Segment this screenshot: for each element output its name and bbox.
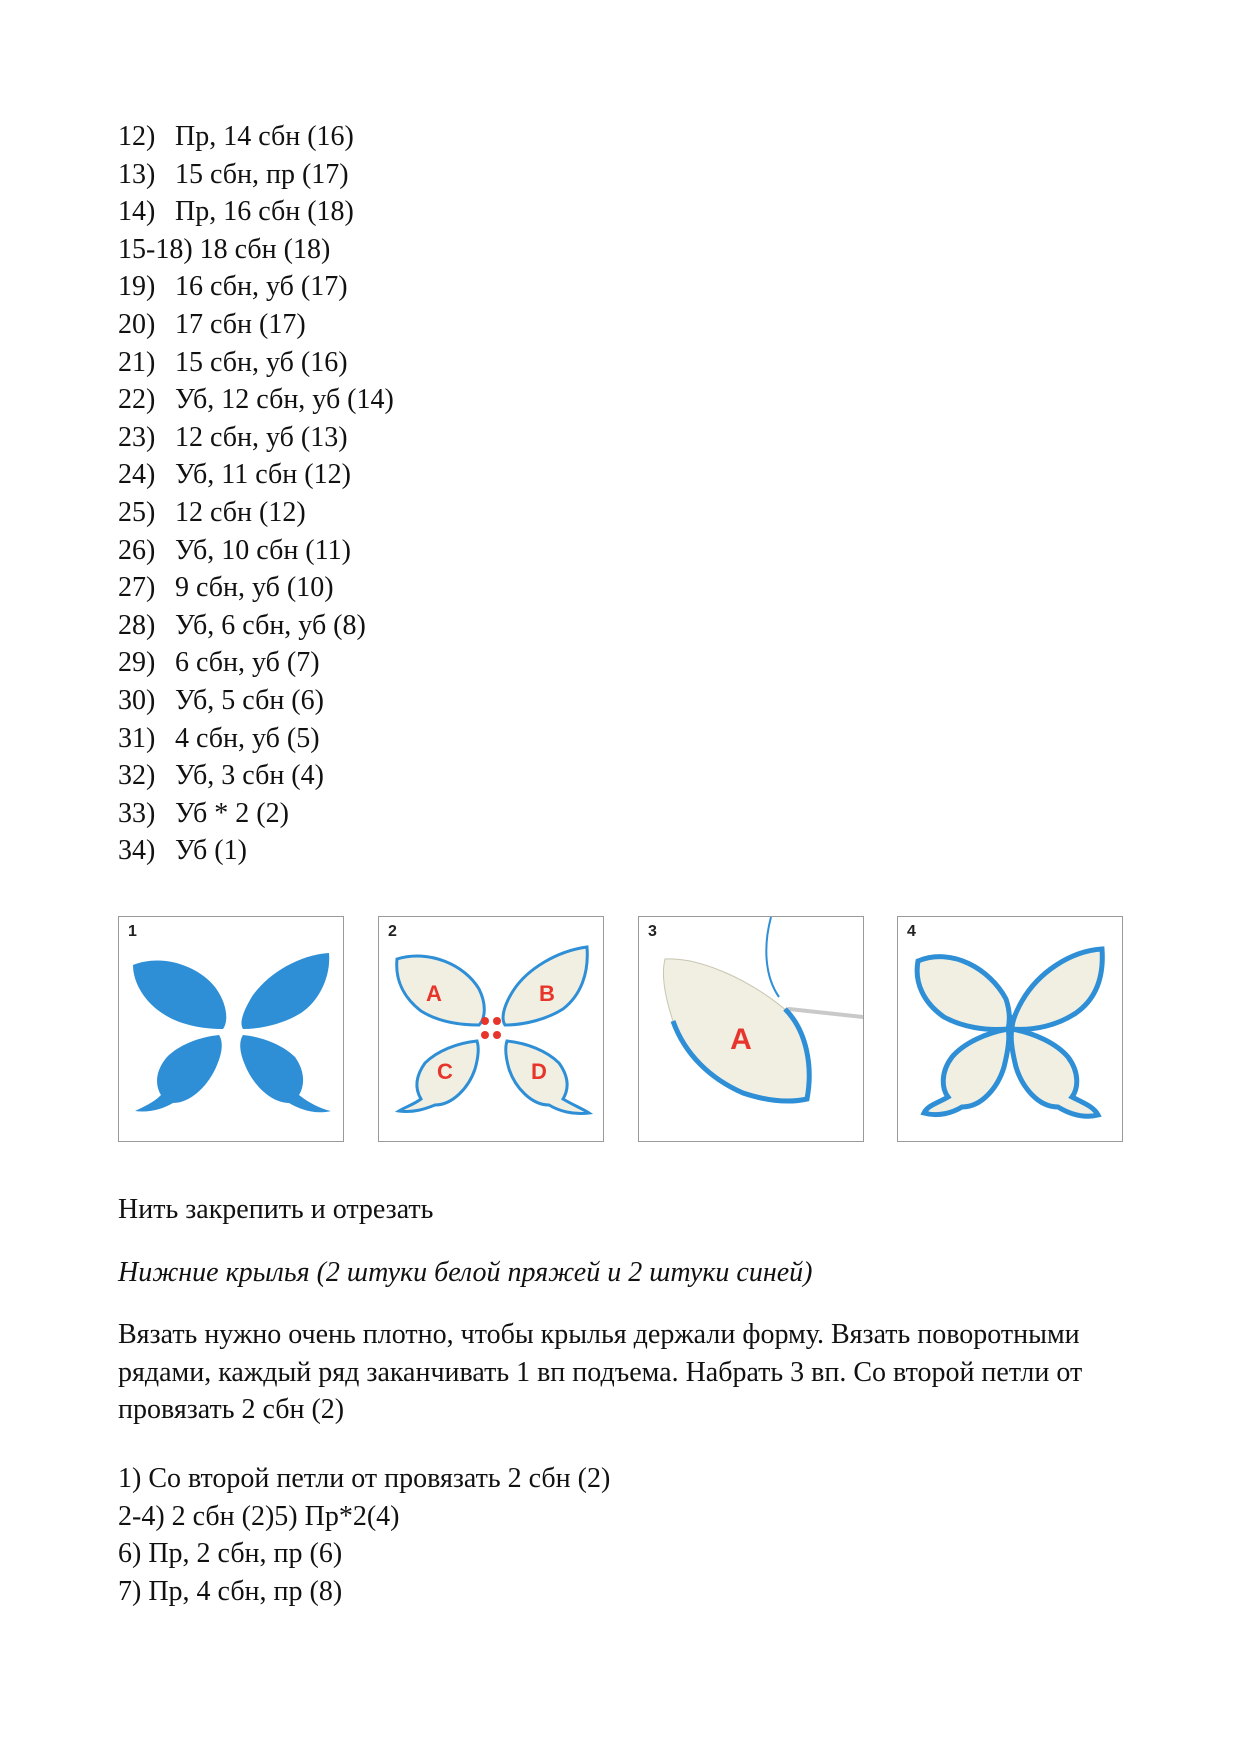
row-number: 13) xyxy=(118,158,156,190)
row-number: 26) xyxy=(118,534,156,566)
row-number: 12) xyxy=(118,121,156,152)
row-text: Уб, 5 сбн (6) xyxy=(175,684,324,716)
list-item xyxy=(118,757,394,795)
part-label-c: C xyxy=(437,1059,453,1084)
wing-shape xyxy=(133,961,226,1029)
list-item: 2-4) 2 сбн (2)5) Пр*2(4) xyxy=(118,1500,400,1532)
list-item xyxy=(118,569,394,607)
blue-wings-illustration xyxy=(119,917,343,1141)
crochet-hook xyxy=(789,1009,863,1017)
row-text: 4 сбн, уб (5) xyxy=(175,722,320,754)
row-number: 33) xyxy=(118,797,156,829)
row-number: 25) xyxy=(118,496,156,528)
row-text: 12 сбн, уб (13) xyxy=(175,421,348,453)
finish-note: Нить закрепить и отрезать xyxy=(118,1194,434,1225)
row-text: 9 сбн, уб (10) xyxy=(175,572,334,604)
list-item xyxy=(118,268,394,306)
wing-shape xyxy=(924,1029,1009,1115)
list-item xyxy=(118,156,394,194)
list-item: 1) Со второй петли от провязать 2 сбн (2) xyxy=(118,1463,611,1494)
list-item xyxy=(118,532,394,570)
list-item xyxy=(118,720,394,758)
section-title: Нижние крылья (2 штуки белой пряжей и 2 штуки синей) xyxy=(118,1257,813,1288)
wing-shape xyxy=(506,1041,589,1114)
assembly-figures xyxy=(118,916,1123,1142)
figure-number: 4 xyxy=(907,923,916,940)
row-text: 12 сбн (12) xyxy=(175,496,306,528)
list-item xyxy=(118,494,394,532)
row-text: 16 сбн, уб (17) xyxy=(175,271,348,303)
instructions-paragraph: Вязать нужно очень плотно, чтобы крылья держали форму. Вязать поворотными рядами, каждый ряд заканчивать 1 вп подъема. Набрать 3 вп. Со второй петли от провязать 2 сбн (2) xyxy=(118,1319,1083,1426)
row-list xyxy=(118,118,394,870)
row-number: 14) xyxy=(118,196,156,228)
labeled-wings-illustration xyxy=(379,917,603,1141)
row-number: 15-18) xyxy=(118,233,193,265)
joining-dots xyxy=(481,1017,501,1039)
list-item xyxy=(118,607,394,645)
list-item xyxy=(118,832,394,870)
row-number: 34) xyxy=(118,835,156,867)
row-text: 15 сбн, уб (16) xyxy=(175,346,348,378)
list-item xyxy=(118,795,394,833)
row-text: 6 сбн, уб (7) xyxy=(175,647,320,679)
wing-shape xyxy=(1011,1029,1098,1116)
lower-wing-rows xyxy=(118,1460,610,1610)
list-item xyxy=(118,381,394,419)
row-number: 29) xyxy=(118,647,156,679)
row-text: Пр, 16 сбн (18) xyxy=(175,196,354,228)
wing-shape xyxy=(1012,949,1102,1029)
assembled-butterfly-illustration xyxy=(898,917,1122,1141)
wing-shape xyxy=(917,957,1009,1030)
row-text: Уб, 12 сбн, уб (14) xyxy=(175,384,394,416)
list-item xyxy=(118,644,394,682)
wing-shape xyxy=(241,953,329,1029)
row-text: Уб * 2 (2) xyxy=(175,797,289,829)
row-number: 31) xyxy=(118,722,156,754)
row-number: 30) xyxy=(118,684,156,716)
figure-4 xyxy=(897,916,1123,1142)
row-number: 28) xyxy=(118,609,156,641)
yarn-thread xyxy=(766,917,779,997)
row-text: Уб, 10 сбн (11) xyxy=(175,534,351,566)
list-item xyxy=(118,231,394,269)
figure-number: 3 xyxy=(648,923,657,940)
row-number: 32) xyxy=(118,760,156,792)
list-item xyxy=(118,306,394,344)
row-text: Уб, 3 сбн (4) xyxy=(175,760,324,792)
row-number: 22) xyxy=(118,384,156,416)
row-text: 18 сбн (18) xyxy=(199,233,331,265)
row-text: 17 сбн (17) xyxy=(175,308,306,340)
list-item xyxy=(118,682,394,720)
figure-number: 2 xyxy=(388,923,397,940)
list-item xyxy=(118,193,394,231)
row-number: 20) xyxy=(118,308,156,340)
row-text: Уб, 6 сбн, уб (8) xyxy=(175,609,366,641)
wing-shape xyxy=(240,1035,331,1112)
list-item: 7) Пр, 4 сбн, пр (8) xyxy=(118,1575,343,1607)
list-item xyxy=(118,344,394,382)
part-label-a: A xyxy=(426,981,442,1006)
list-item: 6) Пр, 2 сбн, пр (6) xyxy=(118,1538,343,1570)
part-label-d: D xyxy=(531,1059,547,1084)
row-text: Уб, 11 сбн (12) xyxy=(175,459,351,491)
figure-3 xyxy=(638,916,864,1142)
row-number: 27) xyxy=(118,572,156,604)
row-number: 24) xyxy=(118,459,156,491)
edging-illustration xyxy=(639,917,863,1141)
row-number: 19) xyxy=(118,271,156,303)
list-item xyxy=(118,419,394,457)
figure-number: 1 xyxy=(128,923,137,940)
list-item xyxy=(118,456,394,494)
figure-2 xyxy=(378,916,604,1142)
row-number: 23) xyxy=(118,421,156,453)
row-number: 21) xyxy=(118,346,156,378)
wing-shape xyxy=(135,1035,222,1112)
figure-1 xyxy=(118,916,344,1142)
list-item xyxy=(118,118,394,156)
row-text: 15 сбн, пр (17) xyxy=(175,158,349,190)
part-label-b: B xyxy=(539,981,555,1006)
part-label-a: A xyxy=(730,1023,752,1056)
row-text: Пр, 14 сбн (16) xyxy=(175,121,354,152)
row-text: Уб (1) xyxy=(175,835,247,867)
